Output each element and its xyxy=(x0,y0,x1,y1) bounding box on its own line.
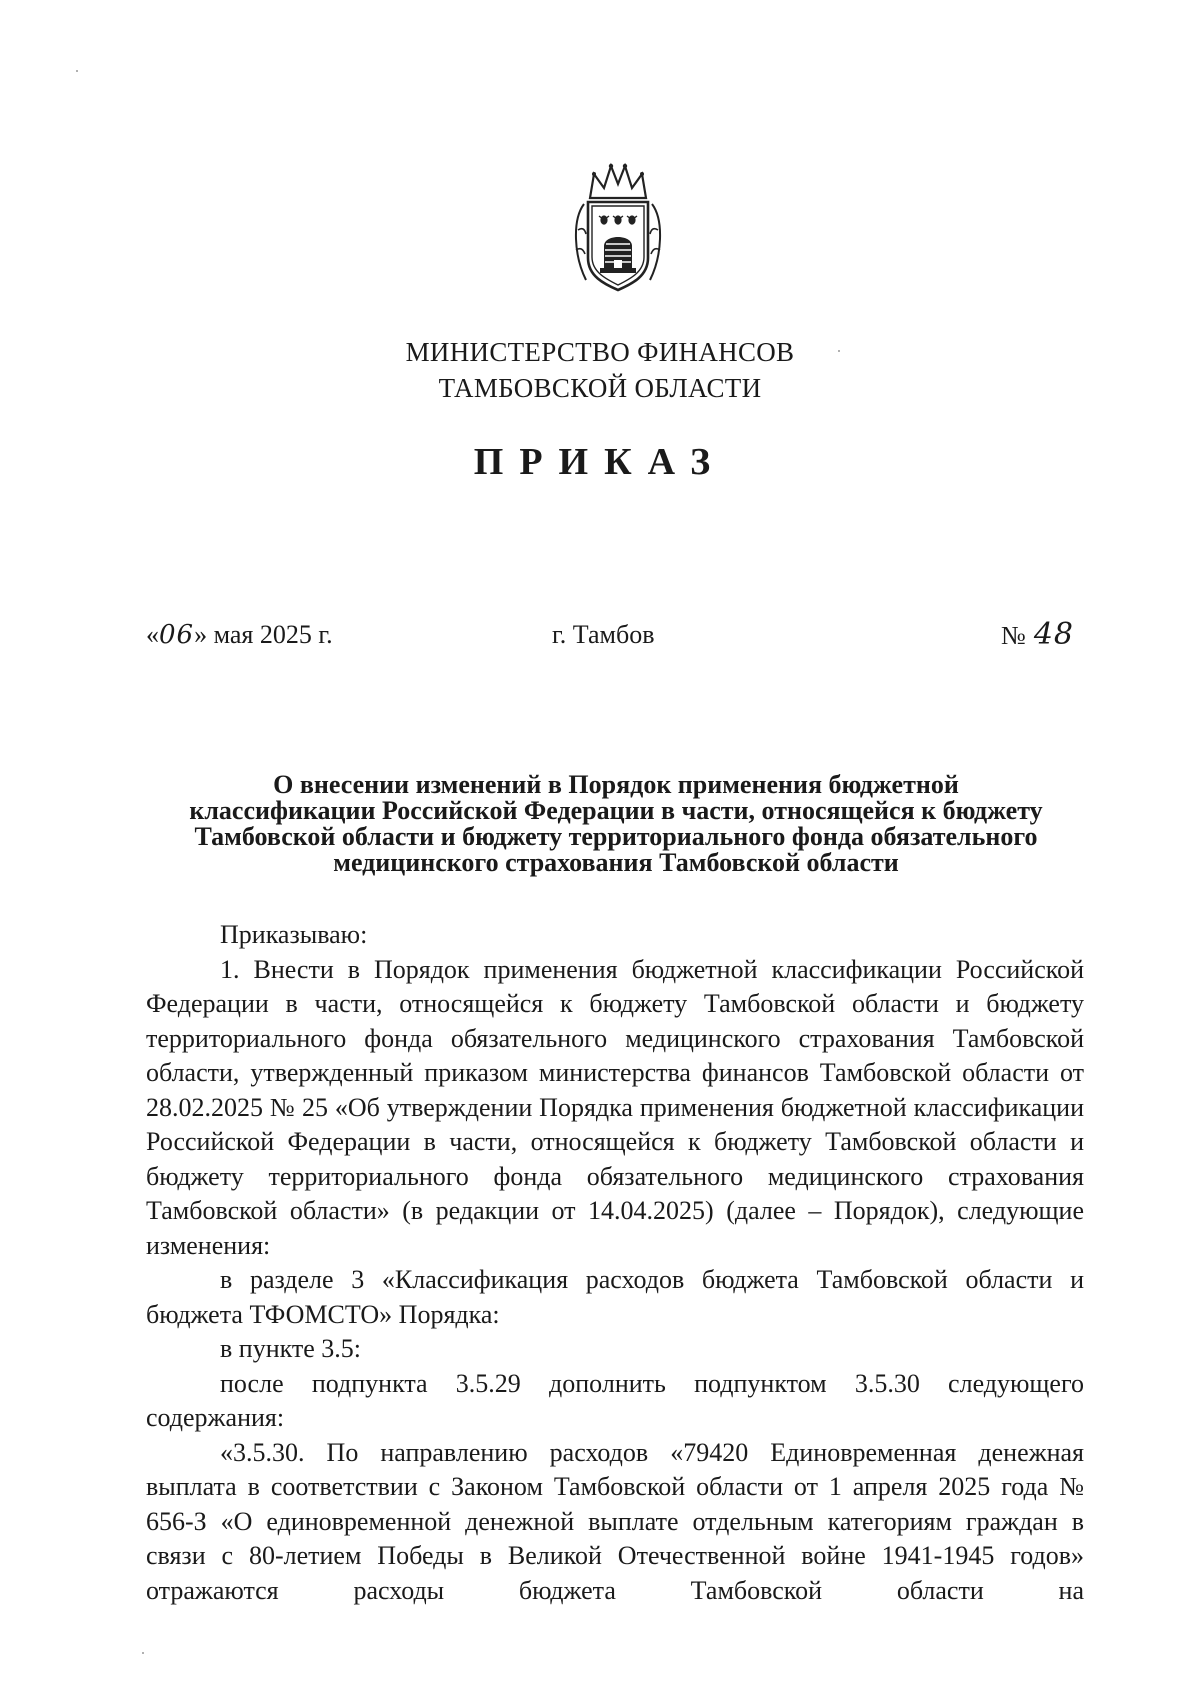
order-date xyxy=(146,618,333,652)
heading-line3: Тамбовской области и бюджету территориального фонда обязательного xyxy=(194,822,1038,851)
number-label: № xyxy=(1001,621,1026,650)
order-title: ПРИКАЗ xyxy=(473,441,727,483)
order-city: г. Тамбов xyxy=(552,620,655,649)
date-day-handwritten: 06 xyxy=(159,620,195,650)
date-month-year: » мая 2025 г. xyxy=(194,620,333,649)
body-paragraph-1: Приказываю: xyxy=(220,920,368,949)
number-handwritten: 48 xyxy=(1033,617,1074,652)
body-paragraph-6: «3.5.30. По направлению расходов «79420 Единовременная денежная выплата в соответствии с Законом Тамбовской области от 1 апреля 2025 года № 656-З «О единовременной денежной выплате отдельным категориям граждан в связи с 80-летием Победы в Великой Отечественной войне 1941-1945 годов» отражаются расходы бюджета Тамбовской области на xyxy=(146,1437,1084,1605)
heading-line1: О внесении изменений в Порядок применения бюджетной xyxy=(273,770,959,799)
order-body xyxy=(146,918,1084,1608)
coat-of-arms-icon xyxy=(568,160,668,296)
ministry-name-line1: МИНИСТЕРСТВО ФИНАНСОВ xyxy=(405,337,795,367)
heading-line2: классификации Российской Федерации в части, относящейся к бюджету xyxy=(189,796,1043,825)
body-paragraph-3: в разделе 3 «Классификация расходов бюджета Тамбовской области и бюджета ТФОМСТО» Порядка: xyxy=(146,1265,1084,1329)
body-paragraph-2: 1. Внести в Порядок применения бюджетной классификации Российской Федерации в части, относящейся к бюджету Тамбовской области и бюджету территориального фонда обязательного медицинского страхования Тамбовской области, утвержденный приказом министерства финансов Тамбовской области от 28.02.2025 № 25 «Об утверждении Порядка применения бюджетной классификации Российской Федерации в части, относящейся к бюджету Тамбовской области и бюджету территориального фонда обязательного медицинского страхования Тамбовской области» (в редакции от 14.04.2025) (далее – Порядок), следующие изменения: xyxy=(146,954,1084,1260)
order-number xyxy=(1001,618,1074,653)
date-open-quote: « xyxy=(146,620,159,649)
ministry-name-line2: ТАМБОВСКОЙ ОБЛАСТИ xyxy=(438,373,762,403)
order-heading xyxy=(150,772,1082,876)
body-paragraph-5: после подпункта 3.5.29 дополнить подпунктом 3.5.30 следующего содержания: xyxy=(146,1368,1084,1432)
heading-line4: медицинского страхования Тамбовской области xyxy=(333,848,899,877)
body-paragraph-4: в пункте 3.5: xyxy=(220,1334,362,1363)
